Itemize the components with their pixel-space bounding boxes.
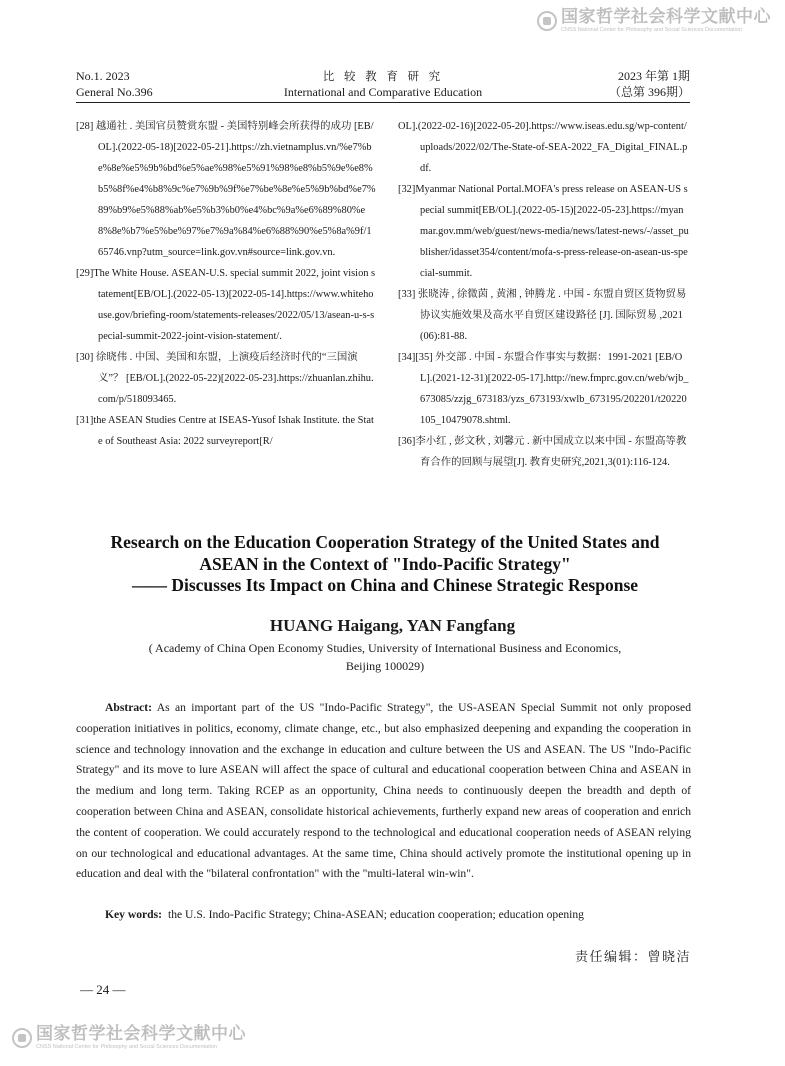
- reference-item: [398, 347, 691, 431]
- title-line-3: —— Discusses Its Impact on China and Chinese Strategic Response: [131, 575, 639, 595]
- reference-item: [398, 116, 691, 179]
- watermark-title: 国家哲学社会科学文献中心: [561, 7, 771, 27]
- reference-number: [36]: [398, 436, 416, 447]
- reference-text: 徐晓伟 . 中国、美国和东盟，上演疫后经济时代的“三国演义”？ [EB/OL].(2022-05-22)[2022-05-23].https://zhuanlan.zhihu.com/p/518093465.: [93, 352, 374, 405]
- reference-number: [30]: [76, 352, 94, 363]
- reference-text: The White House. ASEAN-U.S. special summit 2022, joint vision statement[EB/OL].(2022-05-13)[2022-05-14].https://www.whitehouse.gov/briefing-room/statements-releases/2022/05/13/asean-u-s-special-summit-2022-joint-vision-statement/.: [93, 268, 376, 342]
- reference-text: 张晓涛 , 徐微茵 , 黄湘 , 钟腾龙 . 中国 - 东盟自贸区货物贸易协议实施效果及高水平自贸区建设路径 [J]. 国际贸易 ,2021(06):81-88.: [415, 289, 687, 342]
- reference-text: OL].(2022-02-16)[2022-05-20].https://www.iseas.edu.sg/wp-content/uploads/2022/02/The-State-of-SEA-2022_FA_Digital_FINAL.pdf.: [398, 121, 688, 174]
- references-left-column: [76, 116, 376, 452]
- journal-name-en: International and Comparative Education: [283, 85, 483, 99]
- affiliation-line-2: Beijing 100029): [345, 658, 425, 673]
- watermark-bottom: [12, 1025, 246, 1051]
- title-line-2: ASEAN in the Context of "Indo-Pacific Strategy": [199, 553, 571, 574]
- responsible-editor: 责任编辑：曾晓洁: [574, 950, 691, 965]
- year-issue-zh: 2023 年第 1期: [617, 69, 690, 83]
- reference-item: [76, 410, 376, 452]
- abstract: [76, 698, 691, 885]
- reference-item: [398, 431, 691, 473]
- running-header: [76, 68, 690, 103]
- authors: HUANG Haigang, YAN Fangfang: [269, 616, 516, 635]
- keywords: [105, 906, 695, 924]
- reference-text: the ASEAN Studies Centre at ISEAS-Yusof Ishak Institute. the State of Southeast Asia: 2022 surveyreport[R/: [93, 415, 374, 447]
- reference-item: [76, 263, 376, 347]
- total-issue-zh: （总第 396期）: [608, 85, 690, 99]
- reference-number: [33]: [398, 289, 416, 300]
- watermark-subtitle: CNSS National Center for Philosophy and Social Sciences Documentation: [561, 27, 742, 33]
- references-right-column: [398, 116, 691, 473]
- reference-text: 越通社 . 美国官员赞赏东盟 - 美国特别峰会所获得的成功 [EB/OL].(2022-05-18)[2022-05-21].https://zh.vietnamplus.vn/%e7%be%8e%e5%9b%bd%e5%ae%98%e5%91%98%e8%b5%9e%e8%b5%8f%e4%b8%9c%e7%9b%9f%e7%be%8e%e5%9b%bd%e7%89%b9%e5%88%ab%e5%b3%b0%e4%bc%9a%e6%89%80%e8%8e%b7%e5%be%97%e7%9a%84%e6%88%90%e5%8a%9f/165746.vnp?utm_source=link.gov.vn#source=link.gov.vn.: [93, 121, 376, 258]
- watermark-logo-icon: [12, 1028, 32, 1048]
- affiliation-line-1: ( Academy of China Open Economy Studies, University of International Business and Economics,: [148, 641, 622, 655]
- affiliation: [100, 640, 670, 675]
- reference-text: 李小红 , 彭文秋 , 刘馨元 . 新中国成立以来中国 - 东盟高等教育合作的回顾与展望[J]. 教育史研究,2021,3(01):116-124.: [415, 436, 687, 468]
- reference-number: [34][35]: [398, 352, 433, 363]
- watermark-title: 国家哲学社会科学文献中心: [36, 1024, 246, 1044]
- journal-name-zh: 比 较 教 育 研 究: [322, 69, 444, 83]
- reference-text: 外交部 . 中国 - 东盟合作事实与数据：1991-2021 [EB/OL].(2021-12-31)[2022-05-17].http://new.fmprc.gov.cn/web/wjb_673085/zzjg_673183/yzs_673193/xwlb_673195/202201/t20220105_10479078.shtml.: [420, 352, 689, 426]
- article-title-en: [60, 532, 710, 597]
- reference-item: [398, 284, 691, 347]
- reference-number: [32]: [398, 184, 416, 195]
- keywords-label: Key words:: [105, 908, 162, 921]
- reference-number: [28]: [76, 121, 94, 132]
- issue-number: No.1. 2023: [76, 69, 130, 83]
- reference-item: [398, 179, 691, 284]
- keywords-text: the U.S. Indo-Pacific Strategy; China-ASEAN; education cooperation; education opening: [168, 908, 584, 921]
- reference-item: [76, 116, 376, 263]
- page-number: — 24 —: [80, 982, 126, 997]
- watermark-top: [537, 8, 771, 34]
- title-line-1: Research on the Education Cooperation Strategy of the United States and: [110, 532, 660, 552]
- abstract-label: Abstract:: [105, 701, 153, 714]
- watermark-logo-icon: [537, 11, 557, 31]
- reference-number: [29]: [76, 268, 94, 279]
- reference-number: [31]: [76, 415, 94, 426]
- general-number: General No.396: [76, 85, 153, 99]
- reference-item: [76, 347, 376, 410]
- watermark-subtitle: CNSS National Center for Philosophy and Social Sciences Documentation: [36, 1044, 217, 1050]
- reference-text: Myanmar National Portal.MOFA's press release on ASEAN-US special summit[EB/OL].(2022-05-15)[2022-05-23].https://myanmar.gov.mm/web/guest/news-media/news/latest-news/-/asset_publisher/idasset354/content/mofa-s-press-release-on-asean-us-special-summit.: [415, 184, 689, 279]
- abstract-text: As an important part of the US "Indo-Pacific Strategy", the US-ASEAN Special Summit not only proposed cooperation initiatives in politics, economy, climate change, etc., but also emphasized deepening and expanding the cooperation in science and technology innovation and the exchange in education and culture between the US and ASEAN. The US "Indo-Pacific Strategy" and its move to lure ASEAN will affect the space of cultural and educational cooperation between China and ASEAN in the medium and long term. Taking RCEP as an opportunity, China needs to continuously deepen the breadth and depth of cooperation between China and ASEAN, consolidate historical achievements, furtherly expand new areas of cooperation and enrich the content of cooperation. We could accurately respond to the technological and educational cooperation needs of ASEAN relying on our technological and educational advantages. At the same time, China should actively promote the institutional opening up in education and deal with the "bilateral confrontation" with the "multi-lateral win-win".: [76, 701, 691, 881]
